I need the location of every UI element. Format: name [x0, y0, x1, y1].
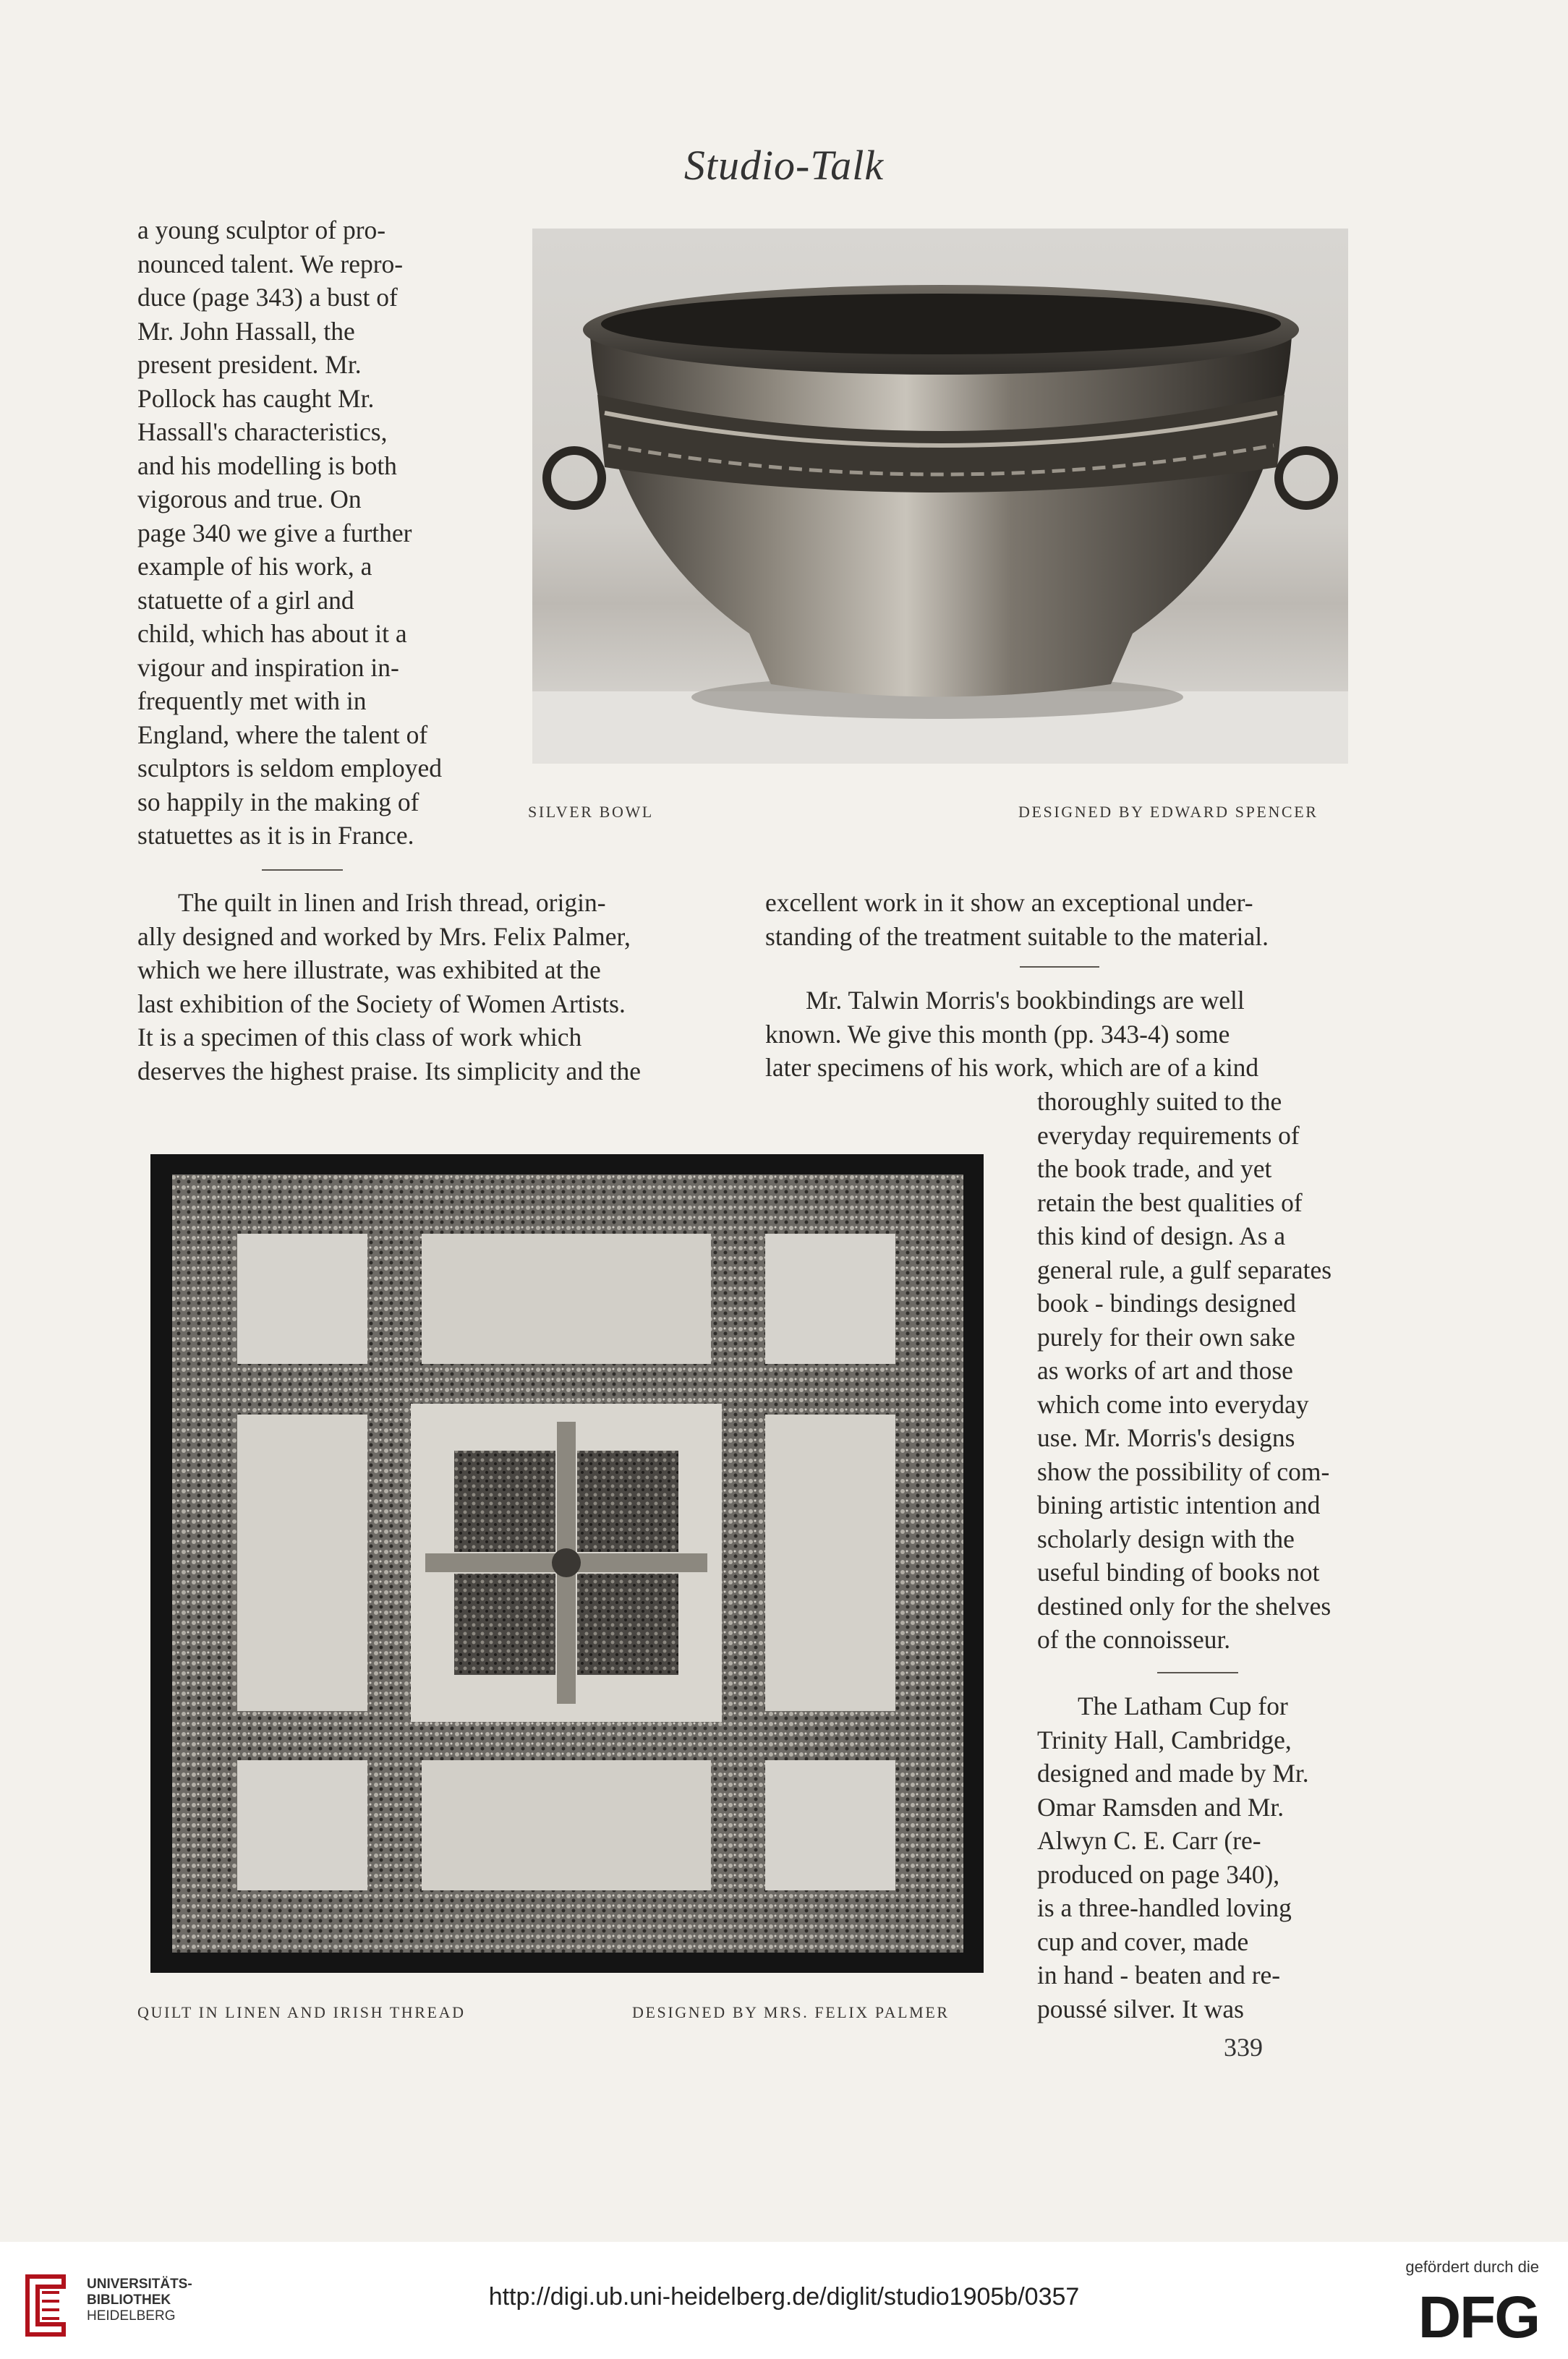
text-line: child, which has about it a: [137, 619, 407, 648]
text-line: purely for their own sake: [1037, 1322, 1295, 1352]
morris-paragraph-body: [1037, 1085, 1352, 1657]
text-line: known. We give this month (pp. 343-4) some: [765, 1019, 1230, 1049]
text-line: frequently met with in: [137, 686, 367, 715]
text-line: which we here illustrate, was exhibited at the: [137, 955, 601, 984]
permalink-url[interactable]: http://digi.ub.uni-heidelberg.de/diglit/studio1905b/0357: [488, 2283, 1080, 2311]
section-divider: [1157, 1672, 1238, 1673]
section-divider: [262, 869, 343, 871]
text-line: statuettes as it is in France.: [137, 821, 414, 850]
text-line: book - bindings designed: [1037, 1289, 1296, 1318]
text-line: retain the best qualities of: [1037, 1187, 1303, 1217]
text-line: show the possibility of com-: [1037, 1456, 1330, 1486]
text-line: Mr. Talwin Morris's bookbindings are well: [806, 986, 1245, 1015]
text-line: and his modelling is both: [137, 451, 397, 480]
running-title: Studio-Talk: [683, 142, 885, 189]
text-line: later specimens of his work, which are of a kind: [765, 1053, 1259, 1082]
text-line: poussé silver. It was: [1037, 1994, 1244, 2023]
text-line: use. Mr. Morris's designs: [1037, 1423, 1295, 1452]
text-line: a young sculptor of pro-: [137, 216, 386, 244]
text-line: vigorous and true. On: [137, 485, 362, 513]
bowl-caption-right: DESIGNED BY EDWARD SPENCER: [1018, 803, 1318, 821]
text-line: designed and made by Mr.: [1037, 1759, 1309, 1788]
text-line: produced on page 340),: [1037, 1859, 1280, 1889]
text-line: duce (page 343) a bust of: [137, 283, 398, 312]
intro-text-block: [137, 213, 457, 853]
text-line: useful binding of books not: [1037, 1558, 1320, 1587]
text-line: sculptors is seldom employed: [137, 754, 443, 782]
text-line: which come into everyday: [1037, 1389, 1309, 1419]
text-line: It is a specimen of this class of work which: [137, 1023, 582, 1051]
text-line: destined only for the shelves: [1037, 1591, 1331, 1621]
text-line: England, where the talent of: [137, 720, 428, 749]
quilt-paragraph: [137, 886, 733, 1088]
text-line: is a three-handled loving: [1037, 1893, 1292, 1922]
text-line: excellent work in it show an exceptional under-: [765, 888, 1253, 917]
text-line: everyday requirements of: [1037, 1120, 1300, 1150]
right-column-continuation: [765, 886, 1352, 953]
text-line: The quilt in linen and Irish thread, origin-: [178, 888, 606, 917]
silver-bowl-photo: [532, 229, 1348, 764]
section-divider: [1020, 966, 1099, 968]
text-line: deserves the highest praise. Its simplicity and the: [137, 1056, 642, 1085]
text-line: Trinity Hall, Cambridge,: [1037, 1725, 1292, 1754]
text-line: this kind of design. As a: [1037, 1221, 1286, 1250]
text-line: example of his work, a: [137, 552, 372, 581]
text-line: The Latham Cup for: [1078, 1692, 1288, 1720]
text-line: scholarly design with the: [1037, 1524, 1295, 1553]
latham-paragraph: [1037, 1689, 1352, 2026]
text-line: bining artistic intention and: [1037, 1490, 1321, 1519]
text-line: present president. Mr.: [137, 350, 362, 379]
library-name-line: BIBLIOTHEK: [87, 2292, 171, 2308]
text-line: standing of the treatment suitable to the material.: [765, 921, 1269, 951]
digitization-footer: [0, 2242, 1568, 2359]
quilt-caption-left: QUILT IN LINEN AND IRISH THREAD: [137, 2003, 466, 2021]
text-line: ally designed and worked by Mrs. Felix Palmer,: [137, 921, 631, 951]
dfg-logo: DFG: [1418, 2285, 1539, 2350]
funding-note: gefördert durch die: [1405, 2258, 1539, 2276]
text-line: Alwyn C. E. Carr (re-: [1037, 1826, 1261, 1855]
text-line: vigour and inspiration in-: [137, 652, 399, 682]
quilt-photo: [150, 1154, 984, 1973]
text-line: of the connoisseur.: [1037, 1625, 1231, 1654]
text-line: Pollock has caught Mr.: [137, 383, 375, 413]
text-line: Mr. John Hassall, the: [137, 316, 355, 346]
text-line: so happily in the making of: [137, 787, 419, 816]
page-number: 339: [1224, 2033, 1263, 2062]
text-line: general rule, a gulf separates: [1037, 1255, 1332, 1284]
morris-paragraph-lead: [765, 984, 1352, 1085]
silver-bowl-illustration: [532, 229, 1348, 764]
text-line: thoroughly suited to the: [1037, 1087, 1282, 1116]
text-line: Hassall's characteristics,: [137, 417, 388, 446]
library-name-line: HEIDELBERG: [87, 2308, 176, 2324]
text-line: cup and cover, made: [1037, 1927, 1249, 1956]
quilt-caption-right: DESIGNED BY MRS. FELIX PALMER: [632, 2003, 950, 2021]
text-line: page 340 we give a further: [137, 518, 412, 547]
text-line: statuette of a girl and: [137, 585, 354, 615]
text-line: Omar Ramsden and Mr.: [1037, 1792, 1284, 1822]
text-line: nounced talent. We repro-: [137, 249, 404, 278]
text-line: in hand - beaten and re-: [1037, 1961, 1281, 1989]
text-line: the book trade, and yet: [1037, 1154, 1272, 1183]
text-line: as works of art and those: [1037, 1356, 1293, 1385]
bowl-caption-left: SILVER BOWL: [528, 803, 654, 821]
text-line: last exhibition of the Society of Women Artists.: [137, 989, 626, 1018]
library-name-line: UNIVERSITÄTS-: [87, 2277, 192, 2292]
quilt-illustration: [150, 1154, 984, 1973]
